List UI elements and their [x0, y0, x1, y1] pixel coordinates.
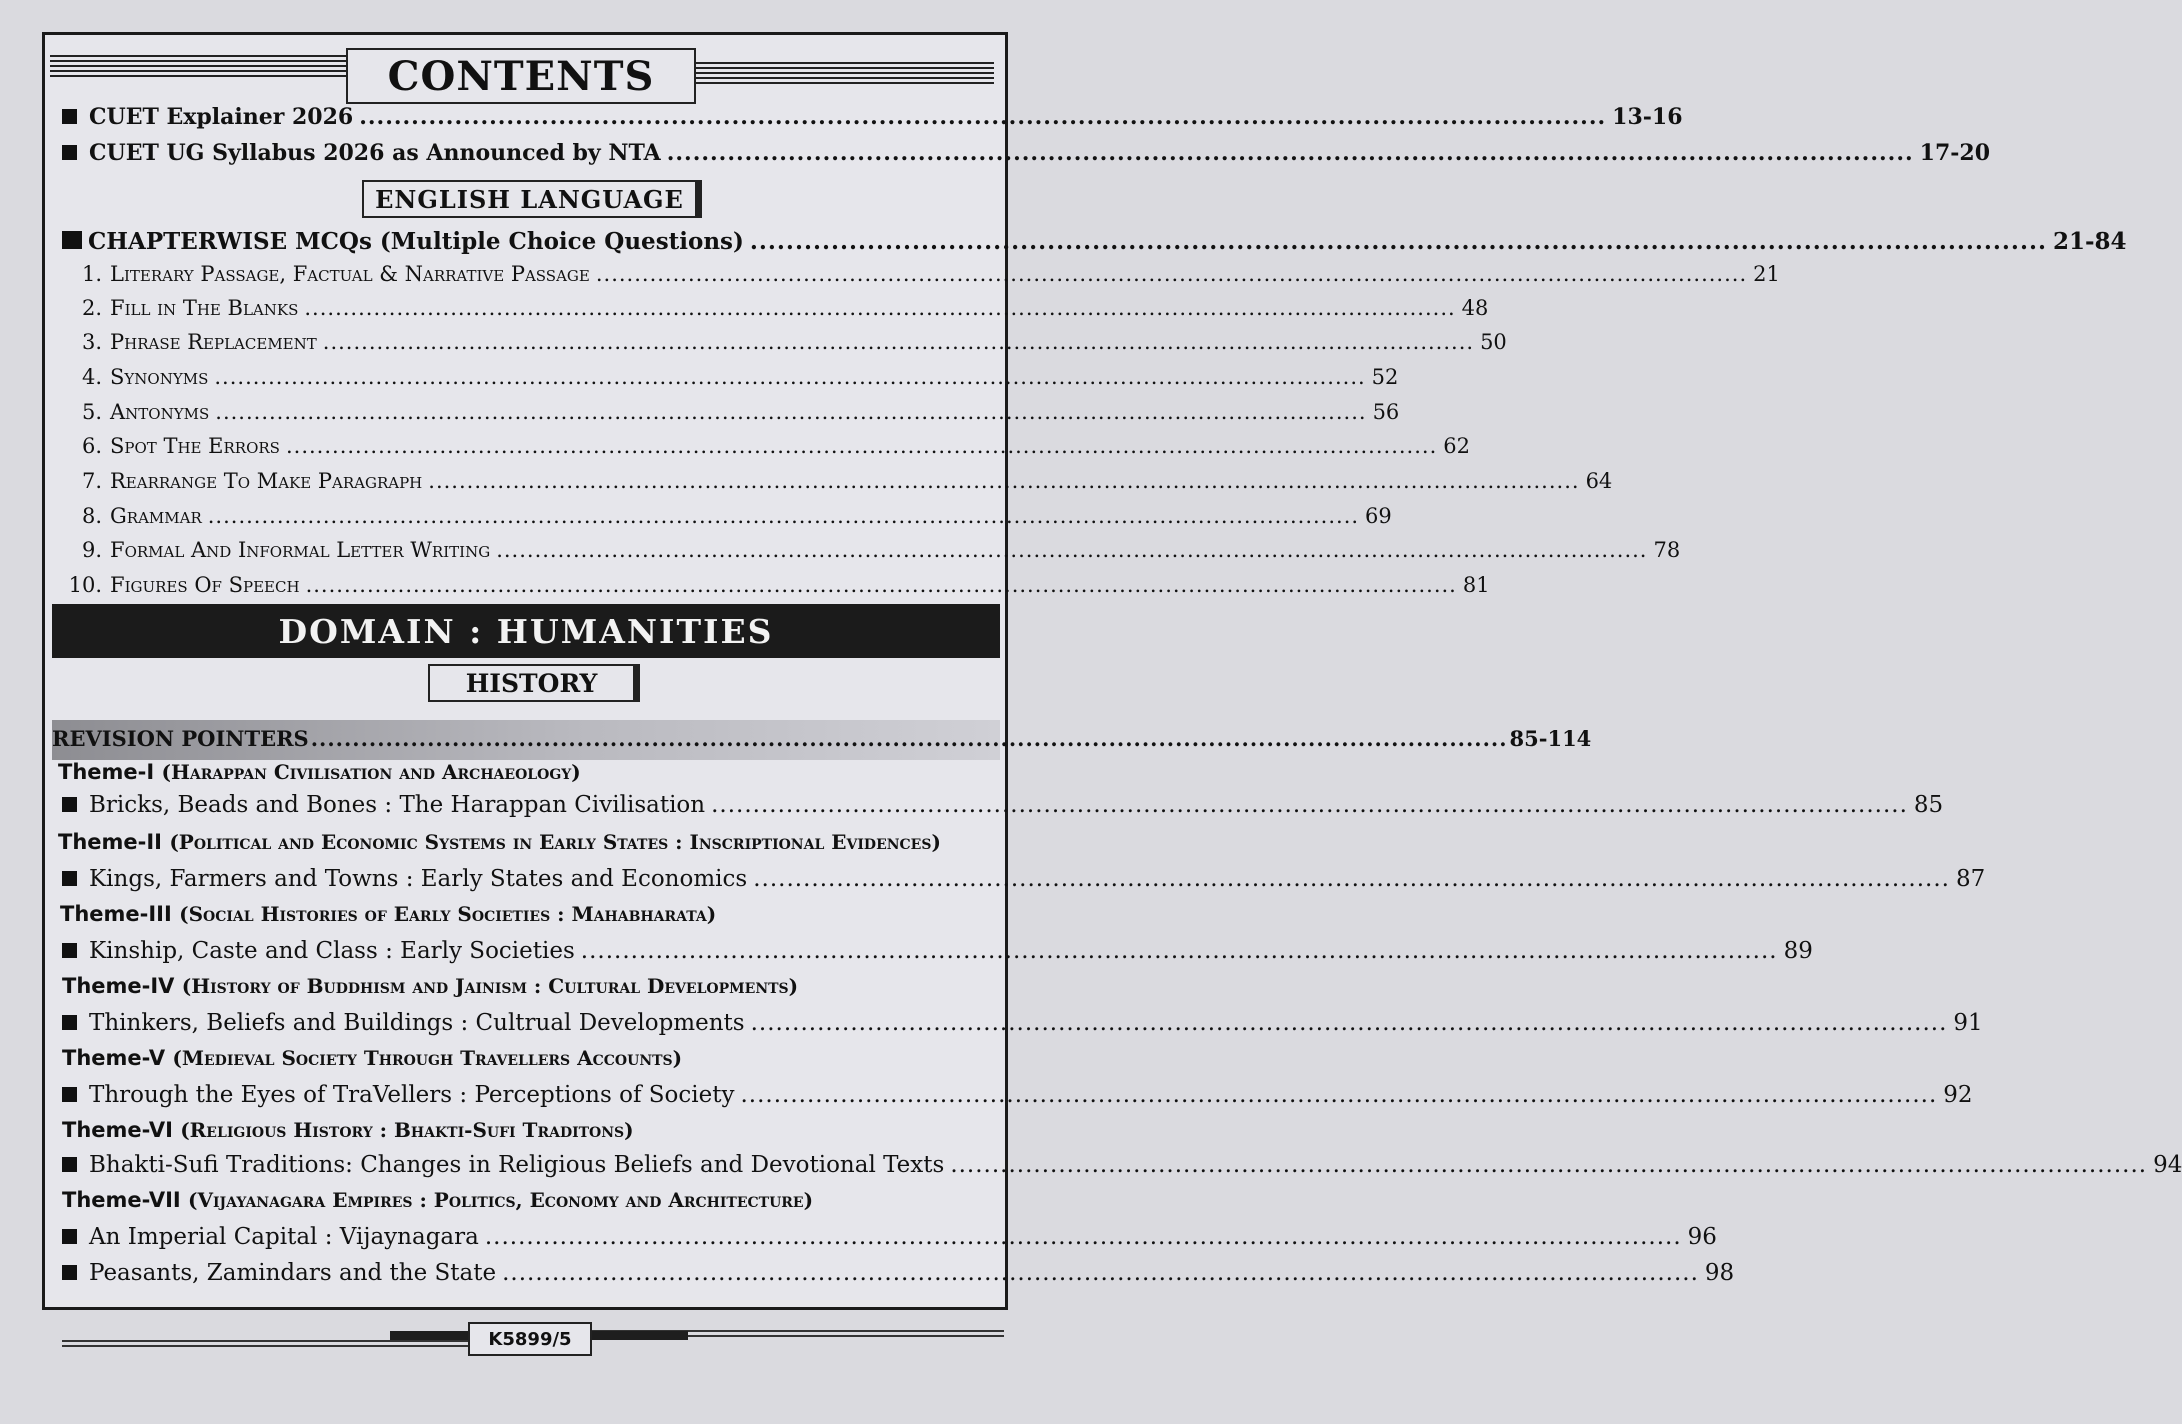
bullet-icon	[62, 109, 77, 124]
entry-label: An Imperial Capital : Vijaynagara	[89, 1224, 479, 1250]
chapter-entry: 3. Phrase Replacement ...................................................................................................................................................... 50	[66, 330, 974, 354]
chapter-page: 48	[1461, 296, 1489, 320]
theme-subtitle: (Harappan Civilisation and Archaeology)	[161, 760, 581, 784]
theme-label: Theme-VI	[62, 1118, 173, 1142]
chapter-number: 8.	[81, 504, 102, 528]
entry-page: 13-16	[1612, 104, 1683, 130]
chapter-label: Spot The Errors	[110, 434, 280, 458]
footer-bar-right	[592, 1331, 688, 1340]
chapter-number: 9.	[81, 538, 102, 562]
chapter-label: Formal And Informal Letter Writing	[110, 538, 491, 562]
chapter-number: 3.	[81, 330, 102, 354]
chapter-entry: 5. Antonyms ...................................................................................................................................................... 56	[66, 400, 974, 424]
entry-page: 98	[1704, 1260, 1735, 1286]
entry-page: 94	[2153, 1152, 2182, 1178]
entry-page: 85-114	[1509, 726, 1592, 751]
theme-subtitle: (Social Histories of Early Societies : Mahabharata)	[179, 902, 717, 926]
history-entry: Kings, Farmers and Towns : Early States and Economics ................................................................................................................................................ 87	[62, 866, 988, 892]
bullet-icon	[62, 1157, 77, 1172]
chapter-entry: 2. Fill in The Blanks ...................................................................................................................................................... 48	[66, 296, 974, 320]
title-rule-right	[696, 62, 994, 84]
history-heading: HISTORY	[428, 664, 640, 702]
theme-subtitle: (History of Buddhism and Jainism : Cultural Developments)	[181, 974, 799, 998]
history-entry: Bhakti-Sufi Traditions: Changes in Religious Beliefs and Devotional Texts ................................................................................................................................................ 94	[62, 1152, 988, 1178]
chapter-page: 21	[1753, 262, 1780, 286]
chapter-entry: 6. Spot The Errors ...................................................................................................................................................... 62	[66, 434, 974, 458]
chapter-entry: 9. Formal And Informal Letter Writing ...................................................................................................................................................... 78	[66, 538, 974, 562]
entry-page: 92	[1943, 1082, 1973, 1108]
bullet-icon	[62, 943, 77, 958]
chapter-entry: 8. Grammar ...................................................................................................................................................... 69	[66, 504, 974, 528]
chapter-label: Rearrange To Make Paragraph	[110, 469, 423, 493]
chapter-page: 81	[1462, 573, 1490, 597]
history-entry: Through the Eyes of TraVellers : Perceptions of Society ................................................................................................................................................ 92	[62, 1082, 988, 1108]
theme-subtitle: (Religious History : Bhakti-Sufi Traditons)	[180, 1118, 634, 1142]
entry-label: Bricks, Beads and Bones : The Harappan Civilisation	[89, 792, 706, 818]
entry-label: Kinship, Caste and Class : Early Societies	[89, 938, 575, 964]
bullet-icon	[62, 145, 77, 160]
bullet-icon	[62, 1229, 77, 1244]
history-entry: Peasants, Zamindars and the State ................................................................................................................................................ 98	[62, 1260, 988, 1286]
theme-heading	[62, 1188, 813, 1212]
chapter-label: Literary Passage, Factual & Narrative Passage	[110, 262, 590, 286]
entry-page: 85	[1913, 792, 1944, 818]
history-entry: Bricks, Beads and Bones : The Harappan Civilisation ................................................................................................................................................ 85	[62, 792, 988, 818]
entry-label: CUET Explainer 2026	[89, 104, 354, 130]
title-rule-left	[50, 55, 346, 77]
chapter-label: Synonyms	[110, 365, 209, 389]
chapter-number: 7.	[81, 469, 102, 493]
chapter-label: Figures Of Speech	[110, 573, 300, 597]
theme-label: Theme-II	[58, 830, 162, 854]
chapter-entry: 7. Rearrange To Make Paragraph ...................................................................................................................................................... 64	[66, 469, 974, 493]
toc-entry-syllabus: CUET UG Syllabus 2026 as Announced by NTA ................................................................................................................................................ 17-20	[62, 140, 968, 166]
entry-page: 91	[1953, 1010, 1983, 1036]
entry-label: Kings, Farmers and Towns : Early States and Economics	[89, 866, 748, 892]
chapter-page: 50	[1480, 330, 1507, 354]
chapter-entry: 4. Synonyms ...................................................................................................................................................... 52	[66, 365, 974, 389]
entry-label: Through the Eyes of TraVellers : Perceptions of Society	[89, 1082, 735, 1108]
entry-label: CUET UG Syllabus 2026 as Announced by NTA	[89, 140, 661, 166]
bullet-icon	[62, 231, 82, 249]
domain-banner: DOMAIN : HUMANITIES	[52, 604, 1000, 658]
chapter-number: 10.	[68, 573, 102, 597]
theme-subtitle: (Medieval Society Through Travellers Accounts)	[172, 1046, 683, 1070]
chapter-label: Antonyms	[110, 400, 210, 424]
entry-label: Thinkers, Beliefs and Buildings : Cultrual Developments	[89, 1010, 745, 1036]
history-entry: Thinkers, Beliefs and Buildings : Cultrual Developments ................................................................................................................................................ 91	[62, 1010, 988, 1036]
entry-page: 17-20	[1919, 140, 1991, 166]
theme-heading	[62, 1118, 634, 1142]
entry-page: 96	[1687, 1224, 1717, 1250]
footer-rule-left	[62, 1340, 468, 1362]
chapter-page: 56	[1372, 400, 1400, 424]
chapter-number: 1.	[81, 262, 102, 286]
theme-subtitle: (Political and Economic Systems in Early States : Inscriptional Evidences)	[169, 830, 941, 854]
theme-heading	[58, 760, 581, 784]
chapter-page: 52	[1371, 365, 1399, 389]
chapter-page: 78	[1653, 538, 1681, 562]
chapter-entry: 10. Figures Of Speech ...................................................................................................................................................... 81	[66, 573, 974, 597]
chapter-page: 62	[1443, 434, 1470, 458]
entry-label: Bhakti-Sufi Traditions: Changes in Religious Beliefs and Devotional Texts	[89, 1152, 945, 1178]
theme-subtitle: (Vijayanagara Empires : Politics, Economy and Architecture)	[188, 1188, 814, 1212]
chapter-label: Phrase Replacement	[110, 330, 317, 354]
chapter-number: 4.	[81, 365, 102, 389]
toc-entry-explainer: CUET Explainer 2026 ................................................................................................................................................ 13-16	[62, 104, 968, 130]
chapter-number: 5.	[81, 400, 102, 424]
history-entry: An Imperial Capital : Vijaynagara ................................................................................................................................................ 96	[62, 1224, 988, 1250]
chapter-label: Grammar	[110, 504, 202, 528]
theme-label: Theme-III	[60, 902, 172, 926]
footer-bar-left	[390, 1331, 468, 1340]
chapter-entry: 1. Literary Passage, Factual & Narrative Passage ...................................................................................................................................................... 21	[66, 262, 974, 286]
toc-entry-revision-pointers: REVISION POINTERS ................................................................................................................................................ 85-114	[52, 726, 1592, 751]
entry-page: 89	[1783, 938, 1813, 964]
entry-label: Peasants, Zamindars and the State	[89, 1260, 497, 1286]
bullet-icon	[62, 871, 77, 886]
chapter-number: 2.	[81, 296, 102, 320]
toc-entry-chapterwise: CHAPTERWISE MCQs (Multiple Choice Questions) ................................................................................................................................................ 21-84	[62, 228, 972, 255]
bullet-icon	[62, 1087, 77, 1102]
entry-label: CHAPTERWISE MCQs (Multiple Choice Questions)	[88, 228, 744, 255]
entry-label: REVISION POINTERS	[52, 726, 309, 751]
bullet-icon	[62, 1015, 77, 1030]
chapter-number: 6.	[81, 434, 102, 458]
history-entry: Kinship, Caste and Class : Early Societies ................................................................................................................................................ 89	[62, 938, 988, 964]
chapter-page: 64	[1585, 469, 1613, 493]
theme-label: Theme-IV	[62, 974, 175, 998]
theme-label: Theme-I	[58, 760, 155, 784]
theme-heading	[62, 974, 798, 998]
entry-page: 21-84	[2052, 228, 2127, 255]
bullet-icon	[62, 1265, 77, 1280]
bullet-icon	[62, 797, 77, 812]
theme-label: Theme-V	[62, 1046, 166, 1070]
theme-heading	[62, 1046, 682, 1070]
chapter-label: Fill in The Blanks	[110, 296, 299, 320]
english-heading: ENGLISH LANGUAGE	[362, 180, 702, 218]
page-title: CONTENTS	[346, 48, 696, 104]
theme-label: Theme-VII	[62, 1188, 181, 1212]
chapter-page: 69	[1365, 504, 1392, 528]
theme-heading	[58, 830, 941, 854]
footer-code: K5899/5	[468, 1322, 592, 1356]
theme-heading	[60, 902, 716, 926]
entry-page: 87	[1956, 866, 1986, 892]
